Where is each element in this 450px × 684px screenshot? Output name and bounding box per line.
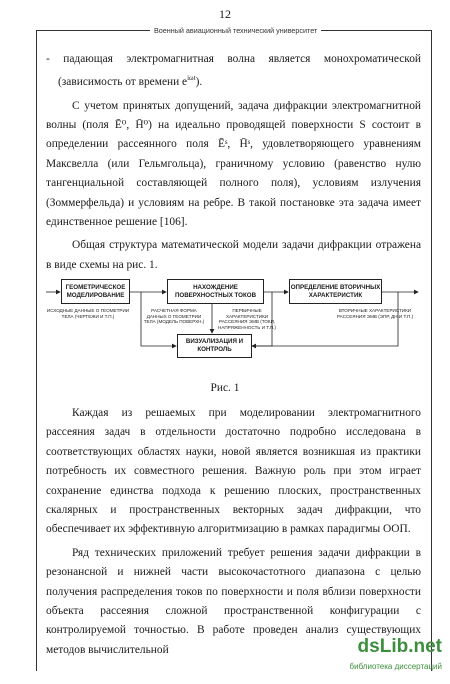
- label-secondary-characteristics: ВТОРИЧНЫЕ ХАРАКТЕРИСТИКИ РАССЕЯНИЯ ЭМВ (ЭПР, ДН И Т.П.): [336, 308, 414, 319]
- figure-caption: Рис. 1: [210, 382, 240, 394]
- paragraph-2: С учетом принятых допущений, задача дифракции электромагнитной волны (поля Ē⁰, H̄⁰) на идеально проводящей поверхности S состоит в определении рассеянного поля Ēˢ, H̄ˢ, удовлетворяющего уравнениям Максвелла (или Гельмгольца), граничному условию (равенство нулю тангенциальной составляющей полного поля), условиям излучения (Зоммерфельда) и условиям на ребре. В такой постановке эта задача имеет единственное решение [106].: [46, 99, 421, 229]
- page-number: 12: [219, 7, 231, 21]
- box-surface-currents: НАХОЖДЕНИЕ ПОВЕРХНОСТНЫХ ТОКОВ: [167, 279, 264, 304]
- text-block-bottom: [46, 404, 421, 660]
- box-geometric-modeling: ГЕОМЕТРИЧЕСКОЕ МОДЕЛИРОВАНИЕ: [61, 279, 130, 304]
- label-calc-form: РАСЧЕТНАЯ ФОРМА ДАННЫХ О ГЕОМЕТРИИ ТЕЛА (МОДЕЛЬ ПОВЕРХН.): [143, 308, 205, 325]
- paragraph-1-text: - падающая электромагнитная волна является монохроматической (зависимость от времени e: [46, 53, 421, 89]
- watermark-site: dsLib.net: [357, 636, 442, 657]
- paragraph-1-end: ).: [195, 76, 203, 89]
- paragraph-5: Ряд технических приложений требует решения задачи дифракции в резонансной и нижней части высокочастотного диапазона с целью получения распределения токов по поверхности и поля вблизи поверхности объекта рассеяния сложной пространственной конфигурации с контролируемой точностью. В работе проведен анализ существующих методов вычислительной: [46, 546, 421, 656]
- running-header: Военный авиационный технический университет: [150, 26, 321, 35]
- dslib-watermark: [346, 636, 446, 680]
- paragraph-1: [46, 50, 421, 93]
- label-source-data: ИСХОДНЫЕ ДАННЫЕ О ГЕОМЕТРИИ ТЕЛА (ЧЕРТЕЖИ И Т.П.): [46, 308, 130, 319]
- paragraph-1-sup: iωt: [187, 74, 196, 83]
- box-visualization: ВИЗУАЛИЗАЦИЯ И КОНТРОЛЬ: [177, 334, 252, 358]
- box-secondary-characteristics: ОПРЕДЕЛЕНИЕ ВТОРИЧНЫХ ХАРАКТЕРИСТИК: [289, 279, 382, 304]
- text-block-top: [46, 50, 421, 275]
- paragraph-4: Каждая из решаемых при моделировании электромагнитного рассеяния задач в отдельности достаточно подробно исследована в соответствующих областях науки, новой является возникшая из практики потребность их совместного решения. Важную роль при этом играет сохранение единства подхода к решению плоских, пространственных скалярных и пространственных векторных задач дифракции, что обеспечивает их эффективную алгоритмизацию в рамках парадигмы ООП.: [46, 407, 421, 536]
- watermark-tagline: библиотека диссертаций: [349, 662, 442, 671]
- label-primary-characteristics: ПЕРВИЧНЫЕ ХАРАКТЕРИСТИКИ РАССЕЯНИЯ ЭМВ (ТОКИ, НАПРЯЖЕННОСТЬ И Т.П.): [218, 308, 276, 330]
- paragraph-3: Общая структура математической модели задачи дифракции отражена в виде схемы на рис. 1.: [46, 239, 421, 271]
- structure-diagram: [46, 275, 424, 375]
